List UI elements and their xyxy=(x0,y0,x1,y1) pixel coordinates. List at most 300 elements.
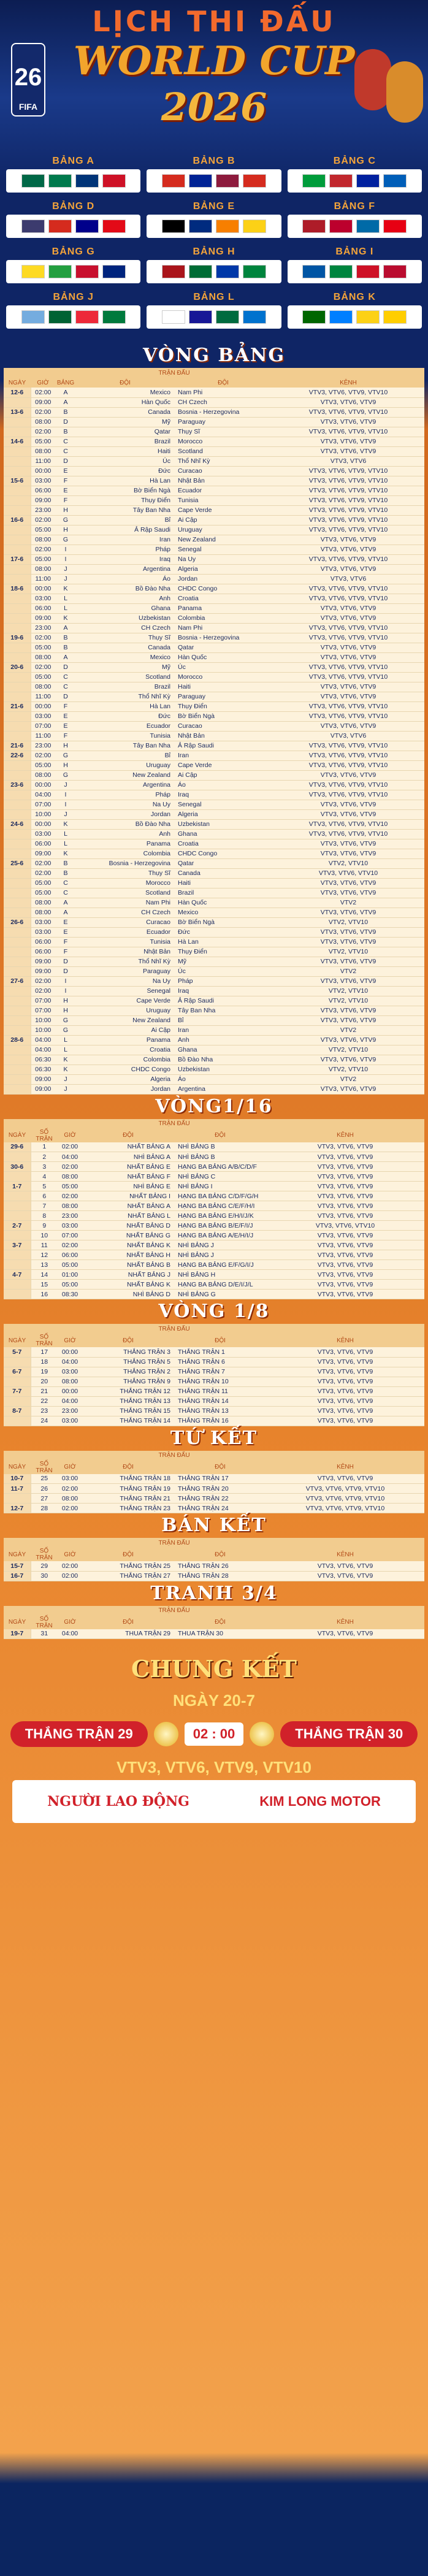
col3-cell: 03:00 xyxy=(58,1367,82,1377)
away-team: HẠNG BA BẢNG B/E/F/I/J xyxy=(174,1221,266,1231)
col2-cell: 08:00 xyxy=(31,417,55,427)
date-cell xyxy=(4,1280,31,1290)
home-team: Jordan xyxy=(76,1084,174,1094)
home-team: THẮNG TRẬN 19 xyxy=(82,1484,174,1494)
table-row xyxy=(4,760,424,770)
col2-cell: 11 xyxy=(31,1240,58,1250)
table-row xyxy=(4,780,424,790)
col3-cell: C xyxy=(55,437,76,446)
date-cell: 22-6 xyxy=(4,751,31,760)
group-name: BẢNG D xyxy=(52,201,95,212)
channel-cell: VTV3, VTV6 xyxy=(272,456,424,466)
col2-cell: 02:00 xyxy=(31,633,55,643)
col3-cell: A xyxy=(55,388,76,397)
col2-cell: 12 xyxy=(31,1250,58,1260)
away-team: Thụy Điển xyxy=(174,947,272,957)
date-cell xyxy=(4,545,31,554)
away-team: Iraq xyxy=(174,790,272,800)
home-team: Pháp xyxy=(76,790,174,800)
away-team: THẮNG TRẬN 20 xyxy=(174,1484,266,1494)
date-cell xyxy=(4,1416,31,1426)
table-row xyxy=(4,1416,424,1426)
date-cell xyxy=(4,1260,31,1270)
col2-cell: 06:30 xyxy=(31,1064,55,1074)
flag-icon xyxy=(302,309,326,325)
final-title: CHUNG KẾT xyxy=(131,1655,297,1683)
home-team: Ecuador xyxy=(76,721,174,731)
flag-icon xyxy=(356,264,380,280)
table-row xyxy=(4,495,424,505)
table-row xyxy=(4,437,424,446)
flag-icon xyxy=(242,309,267,325)
home-team: Bỉ xyxy=(76,751,174,760)
col2-cell: 00:00 xyxy=(31,466,55,476)
away-team: THẮNG TRẬN 10 xyxy=(174,1377,266,1386)
channel-cell: VTV3, VTV6, VTV9 xyxy=(266,1142,424,1152)
col2-cell: 06:00 xyxy=(31,839,55,849)
away-team: Qatar xyxy=(174,858,272,868)
channel-cell: VTV3, VTV6, VTV9 xyxy=(272,437,424,446)
away-team: Bờ Biển Ngà xyxy=(174,917,272,927)
date-cell xyxy=(4,505,31,515)
home-team: Ả Rập Saudi xyxy=(76,525,174,535)
table-row xyxy=(4,1280,424,1290)
table-row xyxy=(4,858,424,868)
away-team: Iraq xyxy=(174,986,272,996)
channel-cell: VTV3, VTV6, VTV9, VTV10 xyxy=(272,819,424,829)
away-team: NHÌ BẢNG H xyxy=(174,1270,266,1280)
date-cell xyxy=(4,1250,31,1260)
channel-cell: VTV3, VTV6, VTV9, VTV10 xyxy=(272,427,424,437)
col3-cell: E xyxy=(55,721,76,731)
section-quarter-final: TỨ KẾT xyxy=(170,1427,258,1449)
home-team: Cape Verde xyxy=(76,996,174,1006)
group-name: BẢNG E xyxy=(193,201,235,212)
home-team: THẮNG TRẬN 14 xyxy=(82,1416,174,1426)
away-team: Ả Rập Saudi xyxy=(174,996,272,1006)
date-cell: 13-6 xyxy=(4,407,31,417)
channel-cell: VTV3, VTV6, VTV9, VTV10 xyxy=(266,1484,424,1494)
col3-cell: E xyxy=(55,711,76,721)
table-row xyxy=(4,1250,424,1260)
home-team: Scotland xyxy=(76,672,174,682)
date-cell xyxy=(4,623,31,633)
home-team: Pháp xyxy=(76,545,174,554)
footer xyxy=(12,1780,416,1823)
col2-cell: 05:00 xyxy=(31,554,55,564)
channel-cell: VTV3, VTV6, VTV9 xyxy=(272,613,424,623)
col3-cell: C xyxy=(55,446,76,456)
group-name: BẢNG L xyxy=(193,292,235,302)
table-row xyxy=(4,1367,424,1377)
flag-icon xyxy=(329,173,353,189)
channel-cell: VTV2 xyxy=(272,1074,424,1084)
away-team: Áo xyxy=(174,1074,272,1084)
table-row xyxy=(4,1074,424,1084)
brand-kimlong-logo: KIM LONG MOTOR xyxy=(259,1794,381,1809)
channel-cell: VTV3, VTV6, VTV9, VTV10 xyxy=(272,466,424,476)
table-row xyxy=(4,1561,424,1571)
channel-cell: VTV3, VTV6, VTV9, VTV10 xyxy=(266,1494,424,1504)
col2-cell: 07:00 xyxy=(31,721,55,731)
table-row xyxy=(4,574,424,584)
table-row xyxy=(4,1152,424,1162)
table-row xyxy=(4,613,424,623)
group-flags xyxy=(147,169,281,193)
date-cell: 12-7 xyxy=(4,1504,31,1513)
channel-cell: VTV3, VTV6, VTV9, VTV10 xyxy=(272,701,424,711)
col3-cell: F xyxy=(55,476,76,486)
away-team: Morocco xyxy=(174,437,272,446)
col2-cell: 9 xyxy=(31,1221,58,1231)
away-team: THẮNG TRẬN 14 xyxy=(174,1396,266,1406)
col2-cell: 03:00 xyxy=(31,917,55,927)
column-header: BẢNG xyxy=(55,378,76,388)
home-team: THẮNG TRẬN 9 xyxy=(82,1377,174,1386)
date-cell xyxy=(4,417,31,427)
home-team: Nam Phi xyxy=(76,898,174,908)
home-team: Hà Lan xyxy=(76,701,174,711)
flag-icon xyxy=(329,218,353,234)
date-cell xyxy=(4,1074,31,1084)
home-team: Colombia xyxy=(76,1055,174,1064)
home-team: Bosnia - Herzegovina xyxy=(76,858,174,868)
table-row xyxy=(4,770,424,780)
away-team: Curacao xyxy=(174,721,272,731)
col2-cell: 20 xyxy=(31,1377,58,1386)
table-row xyxy=(4,878,424,888)
away-team: Haiti xyxy=(174,878,272,888)
col2-cell: 27 xyxy=(31,1494,58,1504)
home-team: Brazil xyxy=(76,682,174,692)
column-header: KÊNH xyxy=(266,1616,424,1629)
channel-cell: VTV3, VTV6, VTV9 xyxy=(266,1396,424,1406)
table-row xyxy=(4,819,424,829)
col2-cell: 08:00 xyxy=(31,535,55,545)
col2-cell: 09:00 xyxy=(31,849,55,858)
flag-icon xyxy=(242,264,267,280)
home-team: THẮNG TRẬN 13 xyxy=(82,1396,174,1406)
col2-cell: 06:00 xyxy=(31,486,55,495)
flag-icon xyxy=(302,264,326,280)
date-cell xyxy=(4,947,31,957)
col2-cell: 03:00 xyxy=(31,594,55,603)
column-header: GIỜ xyxy=(58,1616,82,1629)
away-team: HẠNG BA BẢNG E/F/G/I/J xyxy=(174,1260,266,1270)
col3-cell: L xyxy=(55,839,76,849)
col2-cell: 05:00 xyxy=(31,888,55,898)
table-row xyxy=(4,1240,424,1250)
date-cell: 16-7 xyxy=(4,1571,31,1581)
away-team: Paraguay xyxy=(174,692,272,701)
table-row xyxy=(4,1221,424,1231)
col2-cell: 09:00 xyxy=(31,957,55,966)
col2-cell: 30 xyxy=(31,1571,58,1581)
col2-cell: 31 xyxy=(31,1629,58,1639)
home-team: THẮNG TRẬN 23 xyxy=(82,1504,174,1513)
channel-cell: VTV3, VTV6, VTV9 xyxy=(266,1152,424,1162)
channel-cell: VTV3, VTV6, VTV9 xyxy=(266,1201,424,1211)
group-card xyxy=(288,247,422,283)
home-team: Ai Cập xyxy=(76,1025,174,1035)
date-cell: 18-6 xyxy=(4,584,31,594)
home-team: NHẤT BẢNG J xyxy=(82,1270,174,1280)
table-row xyxy=(4,849,424,858)
channel-cell: VTV3, VTV6, VTV9, VTV10 xyxy=(272,780,424,790)
away-team: Jordan xyxy=(174,574,272,584)
col2-cell: 6 xyxy=(31,1191,58,1201)
table-row xyxy=(4,525,424,535)
col3-cell: 04:00 xyxy=(58,1396,82,1406)
col3-cell: J xyxy=(55,564,76,574)
table-row xyxy=(4,800,424,809)
column-header: KÊNH xyxy=(266,1548,424,1561)
column-header: SỐ TRẬN xyxy=(31,1334,58,1347)
table-row xyxy=(4,505,424,515)
away-team: Na Uy xyxy=(174,554,272,564)
col3-cell: 04:00 xyxy=(58,1629,82,1639)
date-cell: 23-6 xyxy=(4,780,31,790)
col3-cell: L xyxy=(55,603,76,613)
away-team: Uzbekistan xyxy=(174,819,272,829)
col3-cell: K xyxy=(55,1064,76,1074)
date-cell xyxy=(4,564,31,574)
col3-cell: H xyxy=(55,1006,76,1015)
column-header: KÊNH xyxy=(266,1461,424,1474)
home-team: NHẤT BẢNG A xyxy=(82,1142,174,1152)
date-cell xyxy=(4,849,31,858)
table-row xyxy=(4,427,424,437)
channel-cell: VTV3, VTV6, VTV9 xyxy=(272,1084,424,1094)
group-flags xyxy=(6,305,140,329)
col3-cell: K xyxy=(55,849,76,858)
column-header: ĐỘI xyxy=(82,1461,174,1474)
col2-cell: 02:00 xyxy=(31,388,55,397)
flag-icon xyxy=(48,218,72,234)
home-team: Ghana xyxy=(76,603,174,613)
column-header: ĐỘI xyxy=(174,378,272,388)
away-team: THUA TRẬN 30 xyxy=(174,1629,266,1639)
channel-cell: VTV3, VTV6 xyxy=(272,574,424,584)
home-team: Tunisia xyxy=(76,937,174,947)
date-cell: 29-6 xyxy=(4,1142,31,1152)
away-team: Bờ Biển Ngà xyxy=(174,711,272,721)
home-team: NHẤT BẢNG L xyxy=(82,1211,174,1221)
away-team: Nam Phi xyxy=(174,388,272,397)
col3-cell: 04:00 xyxy=(58,1152,82,1162)
table-row xyxy=(4,908,424,917)
col3-cell: L xyxy=(55,829,76,839)
channel-cell: VTV2, VTV10 xyxy=(272,996,424,1006)
home-team: Brazil xyxy=(76,437,174,446)
flag-icon xyxy=(102,264,126,280)
semi-final-table xyxy=(4,1538,424,1581)
home-team: NHÌ BẢNG D xyxy=(82,1290,174,1299)
col2-cell: 09:00 xyxy=(31,397,55,407)
home-team: THẮNG TRẬN 27 xyxy=(82,1571,174,1581)
section-round-16: VÒNG 1/8 xyxy=(158,1301,270,1322)
col3-cell: 02:00 xyxy=(58,1571,82,1581)
date-cell xyxy=(4,711,31,721)
final-time: 02 : 00 xyxy=(185,1722,244,1746)
date-cell: 2-7 xyxy=(4,1221,31,1231)
col2-cell: 06:00 xyxy=(31,937,55,947)
column-header: KÊNH xyxy=(266,1334,424,1347)
table-row xyxy=(4,868,424,878)
away-team: HẠNG BA BẢNG E/H/I/J/K xyxy=(174,1211,266,1221)
col2-cell: 10:00 xyxy=(31,1025,55,1035)
table-row xyxy=(4,829,424,839)
col2-cell: 07:00 xyxy=(31,800,55,809)
date-cell xyxy=(4,898,31,908)
away-team: Úc xyxy=(174,662,272,672)
away-team: Algeria xyxy=(174,809,272,819)
channel-cell: VTV3, VTV6, VTV9 xyxy=(272,957,424,966)
away-team: Úc xyxy=(174,966,272,976)
home-team: Na Uy xyxy=(76,800,174,809)
date-cell xyxy=(4,760,31,770)
home-team: Morocco xyxy=(76,878,174,888)
col2-cell: 1 xyxy=(31,1142,58,1152)
channel-cell: VTV3, VTV6, VTV9 xyxy=(266,1357,424,1367)
col2-cell: 16 xyxy=(31,1290,58,1299)
away-team: Paraguay xyxy=(174,417,272,427)
home-team: THẮNG TRẬN 5 xyxy=(82,1357,174,1367)
col3-cell: H xyxy=(55,741,76,751)
group-flags xyxy=(288,260,422,283)
date-cell: 19-6 xyxy=(4,633,31,643)
col3-cell: 00:00 xyxy=(58,1347,82,1357)
col3-cell: C xyxy=(55,682,76,692)
col3-cell: 08:00 xyxy=(58,1172,82,1182)
col2-cell: 4 xyxy=(31,1172,58,1182)
away-team: Thổ Nhĩ Kỳ xyxy=(174,456,272,466)
away-team: Thụy Sĩ xyxy=(174,427,272,437)
home-team: Canada xyxy=(76,407,174,417)
flag-icon xyxy=(21,218,45,234)
col2-cell: 26 xyxy=(31,1484,58,1494)
col2-cell: 19 xyxy=(31,1367,58,1377)
table-row xyxy=(4,1377,424,1386)
title-year: 2026 xyxy=(161,85,267,129)
table-row xyxy=(4,486,424,495)
flag-icon xyxy=(242,218,267,234)
col2-cell: 11:00 xyxy=(31,731,55,741)
home-team: Thổ Nhĩ Kỳ xyxy=(76,692,174,701)
table-row xyxy=(4,1015,424,1025)
date-cell xyxy=(4,1211,31,1221)
date-cell: 25-6 xyxy=(4,858,31,868)
home-team: NHẤT BẢNG F xyxy=(82,1172,174,1182)
table-row xyxy=(4,1290,424,1299)
away-team: Qatar xyxy=(174,643,272,652)
col3-cell: D xyxy=(55,692,76,701)
group-name: BẢNG C xyxy=(333,156,376,166)
column-header: NGÀY xyxy=(4,1129,31,1142)
home-team: Tây Ban Nha xyxy=(76,505,174,515)
date-cell xyxy=(4,731,31,741)
home-team: Iraq xyxy=(76,554,174,564)
channel-cell: VTV3, VTV6, VTV9, VTV10 xyxy=(272,495,424,505)
channel-cell: VTV3, VTV6, VTV9 xyxy=(272,937,424,947)
section-group-stage: VÒNG BẢNG xyxy=(142,345,286,366)
group-flags xyxy=(6,169,140,193)
home-team: Bỉ xyxy=(76,515,174,525)
col2-cell: 05:00 xyxy=(31,437,55,446)
col2-cell: 00:00 xyxy=(31,819,55,829)
channel-cell: VTV3, VTV6, VTV9 xyxy=(272,1035,424,1045)
column-header: ĐỘI xyxy=(76,378,174,388)
col2-cell: 07:00 xyxy=(31,996,55,1006)
match-header: TRẬN ĐẤU xyxy=(82,1119,266,1129)
group-flags xyxy=(6,215,140,238)
col2-cell: 23:00 xyxy=(31,623,55,633)
table-row xyxy=(4,407,424,417)
col2-cell: 09:00 xyxy=(31,613,55,623)
channel-cell: VTV3, VTV6, VTV9 xyxy=(266,1377,424,1386)
col2-cell: 5 xyxy=(31,1182,58,1191)
col2-cell: 07:00 xyxy=(31,1006,55,1015)
away-team: Anh xyxy=(174,1035,272,1045)
channel-cell: VTV3, VTV6, VTV9, VTV10 xyxy=(272,751,424,760)
home-team: Iran xyxy=(76,535,174,545)
date-cell xyxy=(4,535,31,545)
col3-cell: J xyxy=(55,809,76,819)
col3-cell: F xyxy=(55,947,76,957)
date-cell xyxy=(4,1191,31,1201)
flag-icon xyxy=(102,173,126,189)
col2-cell: 11:00 xyxy=(31,456,55,466)
title-line-1: LỊCH THI ĐẤU xyxy=(92,5,336,38)
col3-cell: B xyxy=(55,858,76,868)
group-card xyxy=(147,247,281,283)
col2-cell: 05:00 xyxy=(31,878,55,888)
date-cell xyxy=(4,809,31,819)
col3-cell: I xyxy=(55,554,76,564)
date-cell xyxy=(4,986,31,996)
col2-cell: 05:00 xyxy=(31,525,55,535)
away-team: Scotland xyxy=(174,446,272,456)
away-team: HẠNG BA BẢNG C/E/F/H/I xyxy=(174,1201,266,1211)
group-stage-table xyxy=(4,368,424,1095)
col3-cell: K xyxy=(55,819,76,829)
col3-cell: D xyxy=(55,417,76,427)
table-row xyxy=(4,1484,424,1494)
col3-cell: 00:00 xyxy=(58,1386,82,1396)
table-row xyxy=(4,927,424,937)
date-cell xyxy=(4,525,31,535)
away-team: Senegal xyxy=(174,545,272,554)
flag-icon xyxy=(188,173,213,189)
table-row xyxy=(4,1211,424,1221)
home-team: NHẤT BẢNG K xyxy=(82,1240,174,1250)
channel-cell: VTV3, VTV6, VTV9 xyxy=(272,603,424,613)
away-team: NHÌ BẢNG C xyxy=(174,1172,266,1182)
away-team: New Zealand xyxy=(174,535,272,545)
col3-cell: A xyxy=(55,397,76,407)
away-team: CH Czech xyxy=(174,397,272,407)
channel-cell: VTV3, VTV6, VTV9, VTV10 xyxy=(266,1504,424,1513)
group-card xyxy=(6,201,140,238)
home-team: NHẤT BẢNG A xyxy=(82,1201,174,1211)
home-team: Tunisia xyxy=(76,731,174,741)
column-header: NGÀY xyxy=(4,1548,31,1561)
away-team: Iran xyxy=(174,751,272,760)
flag-icon xyxy=(242,173,267,189)
flag-icon xyxy=(215,264,240,280)
date-cell: 27-6 xyxy=(4,976,31,986)
channel-cell: VTV3, VTV6, VTV9 xyxy=(272,682,424,692)
